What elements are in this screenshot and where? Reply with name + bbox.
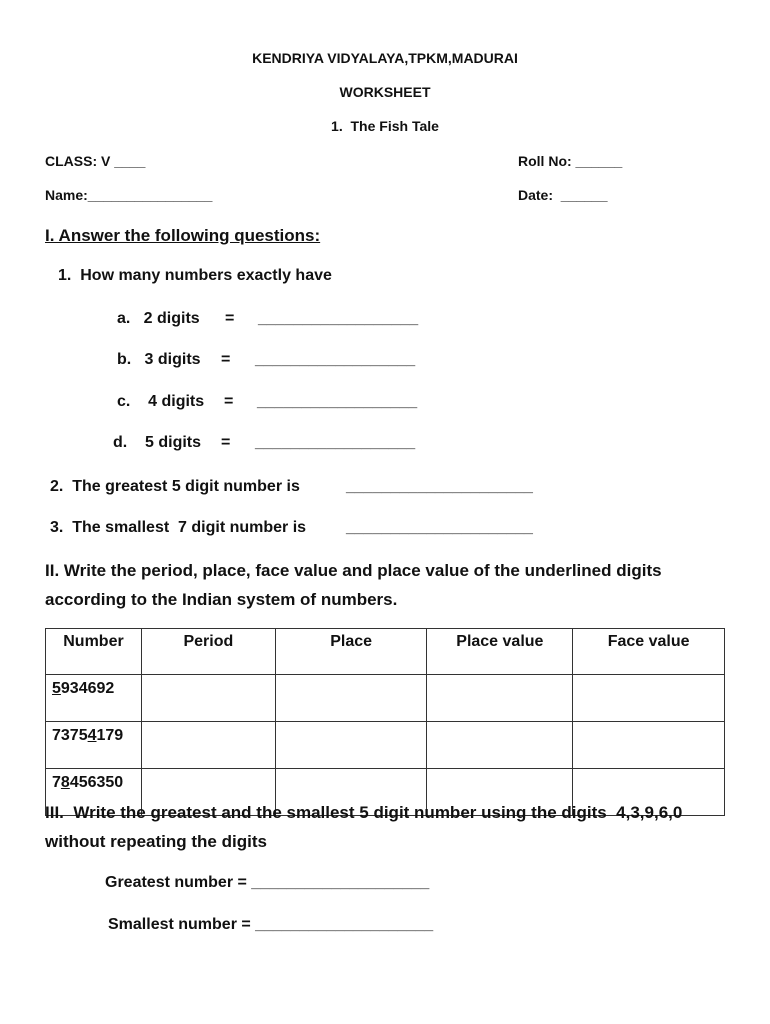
number-cell: 78456350 — [46, 769, 142, 816]
question-1d-label: d. 5 digits — [113, 434, 202, 451]
lesson-title: 1. The Fish Tale — [331, 118, 439, 134]
class-field: CLASS: V ____ — [45, 153, 146, 169]
question-1b-equals: = — [221, 351, 231, 368]
underlined-digit: 4 — [87, 727, 97, 744]
table-row — [46, 675, 725, 722]
question-1a-label: a. 2 digits — [117, 310, 200, 327]
underlined-digit: 5 — [52, 680, 61, 697]
question-1d-blank: __________________ — [255, 434, 416, 451]
question-2: 2. The greatest 5 digit number is — [50, 478, 300, 495]
place-value-cell — [427, 675, 573, 722]
smallest-number-field: Smallest number = ____________________ — [108, 916, 434, 933]
greatest-number-field: Greatest number = ____________________ — [105, 874, 430, 891]
number-cell: 73754179 — [46, 722, 142, 769]
name-field: Name:________________ — [45, 187, 213, 203]
question-1b-blank: __________________ — [255, 351, 416, 368]
question-1a-blank: __________________ — [258, 310, 419, 327]
header-place: Place — [275, 629, 427, 675]
number-cell: 5934692 — [46, 675, 142, 722]
question-1d-equals: = — [221, 434, 231, 451]
table-header-row — [46, 629, 725, 675]
face-value-cell — [573, 722, 725, 769]
table-row — [46, 722, 725, 769]
place-cell — [275, 675, 427, 722]
question-1b-label: b. 3 digits — [117, 351, 201, 368]
section-1-title: I. Answer the following questions: — [45, 226, 321, 245]
question-3: 3. The smallest 7 digit number is — [50, 519, 307, 536]
underlined-digit: 8 — [60, 774, 70, 791]
header-number: Number — [46, 629, 142, 675]
place-value-cell — [427, 722, 573, 769]
section-3-title-line1: III. Write the greatest and the smallest 5 digit number using the digits 4,3,9,6,0 — [45, 803, 683, 822]
face-value-cell — [573, 675, 725, 722]
header-place-value: Place value — [427, 629, 573, 675]
period-place-table — [45, 628, 725, 816]
question-1a-equals: = — [225, 310, 235, 327]
section-3-title-line2: without repeating the digits — [45, 832, 267, 851]
roll-no-field: Roll No: ______ — [518, 153, 623, 169]
question-1c-equals: = — [224, 393, 234, 410]
question-1: 1. How many numbers exactly have — [58, 267, 332, 284]
section-2-title-line2: according to the Indian system of numbers. — [45, 590, 398, 609]
question-3-blank: _____________________ — [346, 519, 533, 536]
question-1c-label: c. 4 digits — [117, 393, 205, 410]
question-1c-blank: __________________ — [257, 393, 418, 410]
date-field: Date: ______ — [518, 187, 608, 203]
header-face-value: Face value — [573, 629, 725, 675]
header-period: Period — [141, 629, 275, 675]
section-2-title-line1: II. Write the period, place, face value and place value of the underlined digits — [45, 561, 662, 580]
question-2-blank: _____________________ — [346, 478, 533, 495]
place-cell — [275, 722, 427, 769]
period-cell — [141, 675, 275, 722]
worksheet-title: WORKSHEET — [339, 84, 431, 100]
school-name: KENDRIYA VIDYALAYA,TPKM,MADURAI — [252, 50, 518, 66]
period-cell — [141, 722, 275, 769]
